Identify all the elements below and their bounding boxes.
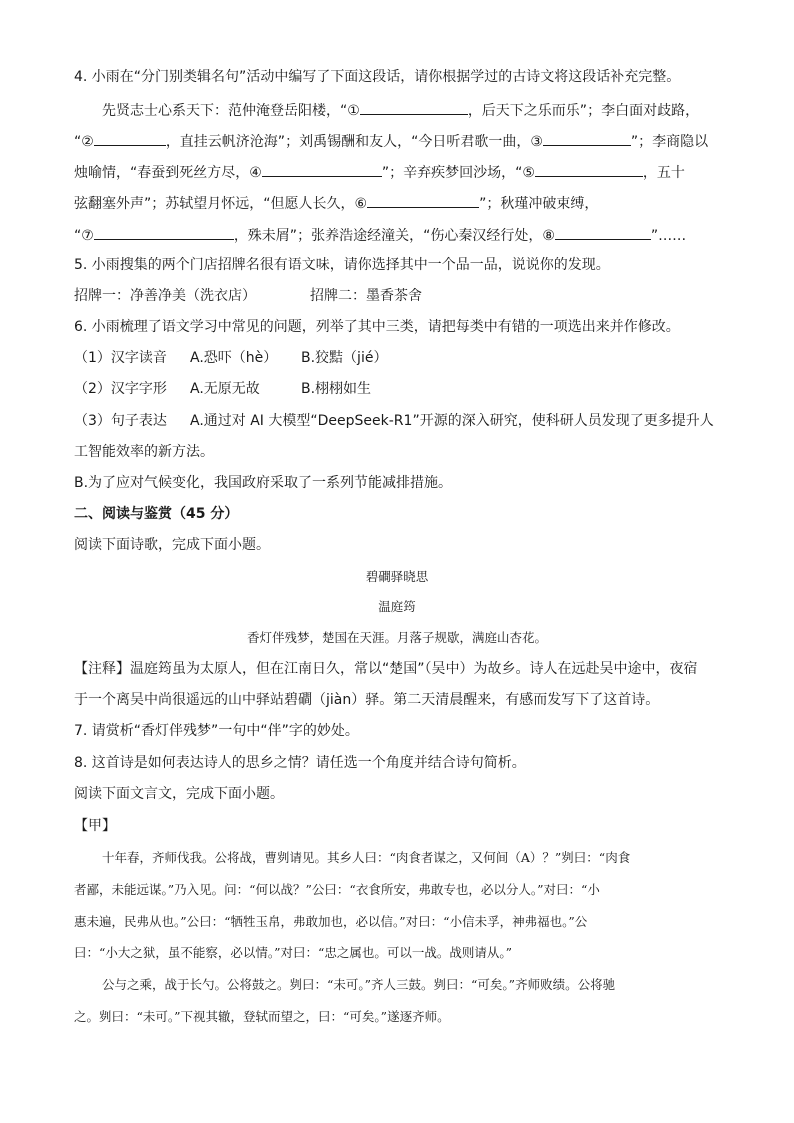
q4-text: 弦翻塞外声”；苏轼望月怀远，“但愿人长久，⑥ (74, 196, 368, 212)
poem-body: 香灯伴残梦，楚国在天涯。月落子规歇，满庭山杏花。 (246, 630, 547, 645)
q5-stem: 5. 小雨搜集的两个门店招牌名很有语文味，请你选择其中一个品一品，说说你的发现。 (74, 257, 610, 273)
answer-blank-6[interactable] (367, 193, 479, 208)
q5-sign-2: 招牌二：墨香茶舍 (310, 288, 422, 304)
q6-option-b: B.为了应对气候变化，我国政府采取了一系列节能减排措施。 (74, 475, 453, 491)
q4-text: “② (74, 134, 94, 150)
passage-line: 公与之乘，战于长勺。公将鼓之。刿曰：“未可。”齐人三鼓。刿曰：“可矣。”齐师败绩。公将驰 (102, 977, 616, 992)
answer-blank-1[interactable] (360, 100, 468, 115)
q4-text: 先贤志士心系天下：范仲淹登岳阳楼，“① (102, 103, 360, 119)
q6-option-b: B.狡黠（jié） (301, 350, 388, 366)
answer-blank-8[interactable] (555, 225, 651, 240)
q6-row-3 (74, 412, 714, 430)
answer-blank-2[interactable] (94, 131, 166, 146)
answer-blank-5[interactable] (535, 162, 643, 177)
q6-option-a-continued: 工智能效率的新方法。 (74, 444, 214, 460)
q6-option-a: A.无原无故 (190, 381, 260, 397)
passage-line: 曰：“小大之狱，虽不能察，必以情。”对曰：“忠之属也。可以一战。战则请从。” (74, 945, 513, 960)
passage-line: 惠未遍，民弗从也。”公曰：“牺牲玉帛，弗敢加也，必以信。”对曰：“小信未孚，神弗福也。”公 (74, 914, 588, 929)
q4-text: ，后天下之乐而乐”；李白面对歧路， (467, 103, 700, 119)
classical-intro: 阅读下面文言文，完成下面小题。 (74, 786, 284, 802)
poem-note-line-1: 【注释】温庭筠虽为太原人，但在江南日久，常以“楚国”（吴中）为故乡。诗人在远赴吴中途中，夜宿 (74, 661, 698, 677)
q4-text: ”；秋瑾冲破束缚， (479, 196, 599, 212)
q4-line-4 (74, 193, 598, 213)
q4-text: 烛喻情，“春蚕到死丝方尽，④ (74, 165, 262, 181)
q6-option-a: A.通过对 AI 大模型“DeepSeek-R1”开源的深入研究，使科研人员发现了更多提升人 (190, 413, 714, 429)
passage-line: 十年春，齐师伐我。公将战，曹刿请见。其乡人曰：“肉食者谋之，又何间（A）？”刿曰：“肉食 (102, 850, 631, 865)
section-heading: 二、阅读与鉴赏（45 分） (74, 506, 239, 522)
q6-row-1 (74, 349, 387, 367)
q4-line-1 (102, 100, 699, 120)
q6-stem: 6. 小雨梳理了语文学习中常见的问题，列举了其中三类，请把每类中有错的一项选出来并作修改。 (74, 319, 680, 335)
q6-row-2 (74, 380, 371, 398)
passage-label: 【甲】 (74, 818, 116, 834)
q5-sign-1: 招牌一：净善净美（洗衣店） (74, 288, 256, 304)
q4-text: ，五十 (642, 165, 685, 181)
q8-stem: 8. 这首诗是如何表达诗人的思乡之情？请任选一个角度并结合诗句简析。 (74, 755, 526, 771)
q4-text: ，殊未屑”；张养浩途经潼关，“伤心秦汉经行处，⑧ (233, 228, 555, 244)
q4-text: ，直挂云帆济沧海”；刘禹锡酬和友人，“今日听君歌一曲，③ (165, 134, 543, 150)
section-intro: 阅读下面诗歌，完成下面小题。 (74, 537, 270, 553)
q4-stem: 4. 小雨在“分门别类辑名句”活动中编写了下面这段话，请你根据学过的古诗文将这段话补充完整。 (74, 69, 681, 85)
q6-option-b: B.栩栩如生 (301, 381, 372, 397)
answer-blank-4[interactable] (262, 162, 382, 177)
q4-line-5 (74, 225, 686, 245)
q4-line-2 (74, 131, 708, 151)
q6-row-label: （3）句子表达 (74, 413, 167, 429)
passage-line: 之。刿曰：“未可。”下视其辙，登轼而望之，曰：“可矣。”遂逐齐师。 (74, 1009, 450, 1024)
q6-option-a: A.恐吓（hè） (190, 350, 278, 366)
q4-text: ”；李商隐以 (630, 134, 709, 150)
q4-text: “⑦ (74, 228, 94, 244)
poem-note-line-2: 于一个离吴中尚很遥远的山中驿站碧磵（jiàn）驿。第二天清晨醒来，有感而发写下了这首诗。 (74, 692, 660, 708)
answer-blank-7[interactable] (94, 225, 234, 240)
poem-title: 碧磵驿晓思 (365, 569, 429, 584)
q6-row-label: （2）汉字字形 (74, 381, 167, 397)
answer-blank-3[interactable] (543, 131, 631, 146)
q7-stem: 7. 请赏析“香灯伴残梦”一句中“伴”字的妙处。 (74, 723, 359, 739)
passage-line: 者鄙，未能远谋。”乃入见。问：“何以战？”公曰：“衣食所安，弗敢专也，必以分人。”对曰：“小 (74, 882, 600, 897)
q4-text: ”；辛弃疾梦回沙场，“⑤ (381, 165, 535, 181)
q4-text: ”…… (650, 228, 687, 244)
q4-line-3 (74, 162, 685, 182)
poem-author: 温庭筠 (378, 599, 416, 614)
q6-row-label: （1）汉字读音 (74, 350, 167, 366)
